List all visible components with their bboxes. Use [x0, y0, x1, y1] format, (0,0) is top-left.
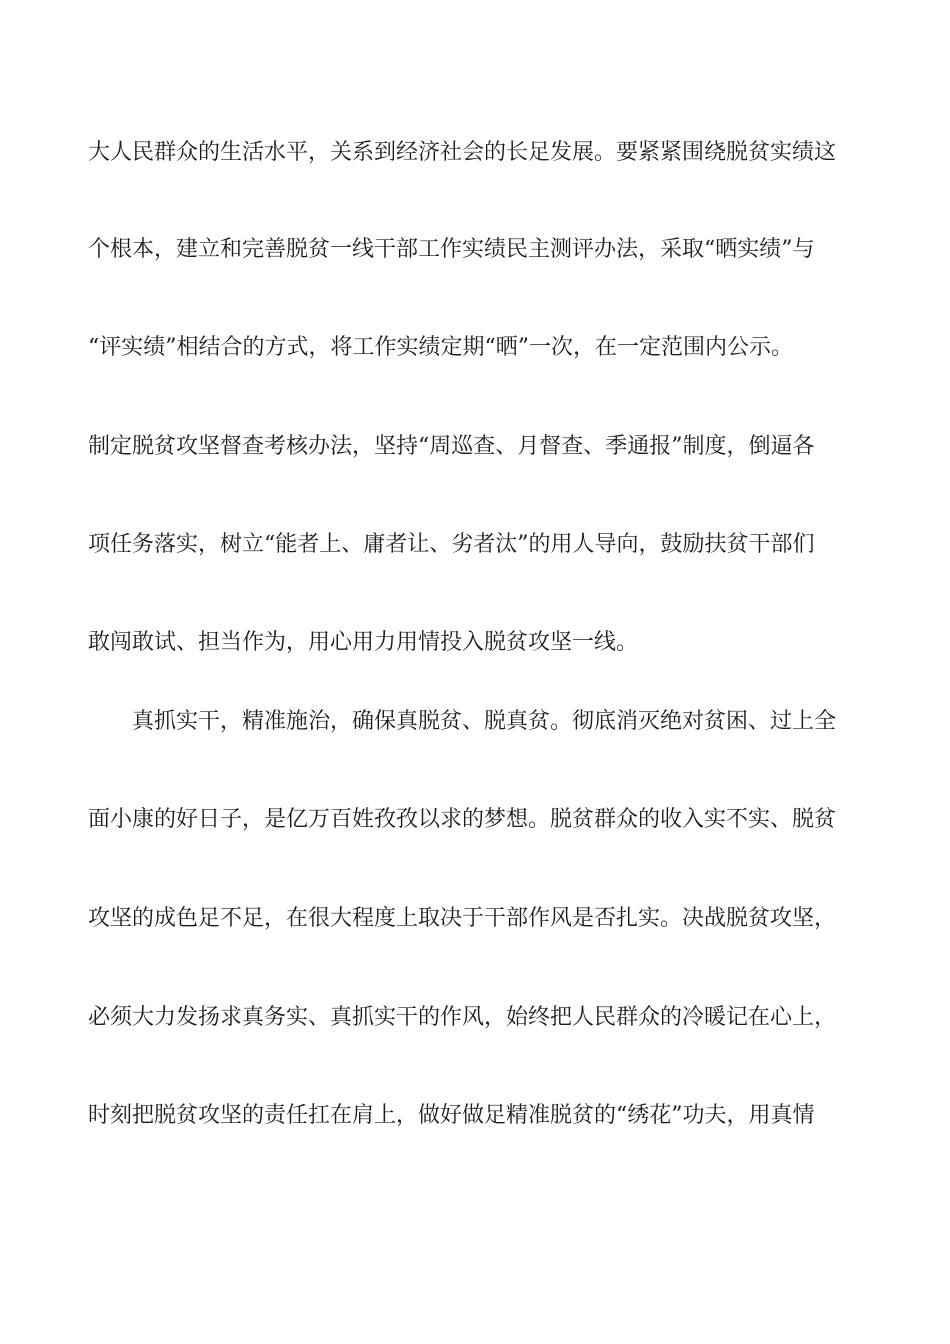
- text-line-5: 项任务落实，树立“能者上、庸者让、劣者汰”的用人导向，鼓励扶贫干部们: [88, 532, 815, 557]
- text-line-11: 时刻把脱贫攻坚的责任扛在肩上，做好做足精准脱贫的“绣花”功夫，用真情: [88, 1103, 815, 1128]
- text-line-9: 攻坚的成色足不足，在很大程度上取决于干部作风是否扎实。决战脱贫攻坚，: [88, 906, 837, 931]
- text-line-10: 必须大力发扬求真务实、真抓实干的作风，始终把人民群众的冷暖记在心上，: [88, 1005, 837, 1030]
- text-line-1: 大人民群众的生活水平，关系到经济社会的长足发展。要紧紧围绕脱贫实绩这: [88, 140, 837, 165]
- text-line-2: 个根本，建立和完善脱贫一线干部工作实绩民主测评办法，采取“晒实绩”与: [88, 237, 815, 262]
- text-line-8: 面小康的好日子，是亿万百姓孜孜以求的梦想。脱贫群众的收入实不实、脱贫: [88, 807, 837, 832]
- text-line-6: 敢闯敢试、担当作为，用心用力用情投入脱贫攻坚一线。: [88, 630, 639, 655]
- text-line-3: “评实绩”相结合的方式，将工作实绩定期“晒”一次，在一定范围内公示。: [88, 335, 793, 360]
- text-line-4: 制定脱贫攻坚督查考核办法，坚持“周巡查、月督查、季通报”制度，倒逼各: [88, 434, 815, 459]
- paragraph-start-line: 真抓实干，精准施治，确保真脱贫、脱真贫。彻底消灭绝对贫困、过上全: [132, 709, 837, 734]
